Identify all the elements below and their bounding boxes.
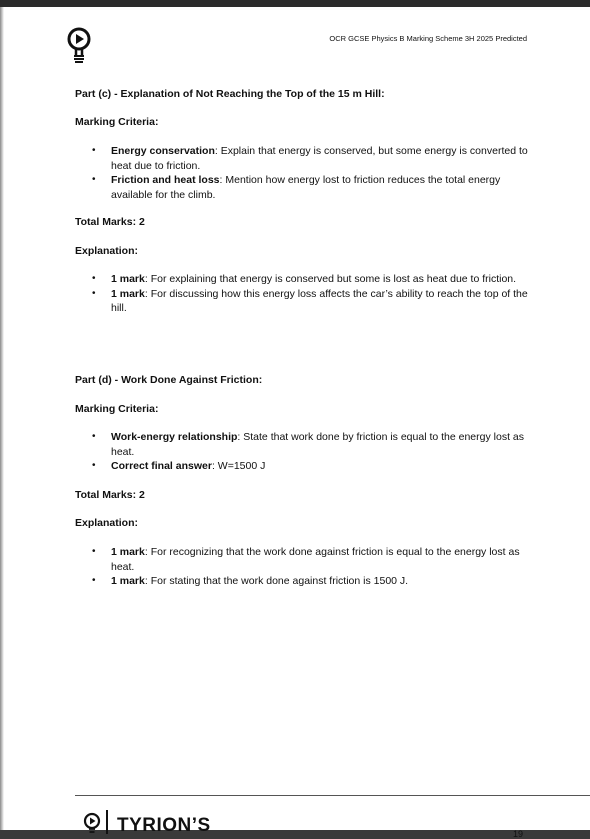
criteria-term: Work-energy relationship	[111, 431, 238, 443]
page-edge-shadow	[0, 7, 4, 830]
criteria-term: Correct final answer	[111, 460, 212, 472]
part-c-explanation-list	[75, 272, 535, 316]
document-page	[0, 7, 590, 839]
criteria-text: : Mention how energy lost to friction reduces the total energy available for the climb.	[111, 174, 501, 201]
criteria-text: : W=1500 J	[211, 460, 266, 472]
mark-text: : For recognizing that the work done against friction is equal to the energy lost as heat.	[111, 546, 520, 573]
criteria-term: Energy conservation	[111, 145, 215, 157]
window-top-bar	[0, 0, 590, 7]
criteria-text: : State that work done by friction is equal to the energy lost as heat.	[111, 431, 524, 458]
mark-label: 1 mark	[111, 273, 145, 285]
footer-brand: TYRION’S	[117, 815, 211, 836]
part-d-explanation-list	[75, 545, 535, 589]
mark-label: 1 mark	[111, 575, 145, 587]
criteria-text: : Explain that energy is conserved, but some energy is converted to heat due to friction.	[111, 145, 528, 172]
part-d-criteria-heading: Marking Criteria:	[75, 403, 159, 415]
part-d-total-marks: Total Marks: 2	[75, 489, 145, 501]
criteria-term: Friction and heat loss	[111, 174, 220, 186]
part-c-criteria-list	[75, 144, 535, 202]
page-number: 19	[513, 829, 524, 839]
bullet-icon: •	[92, 273, 96, 284]
part-d-explanation-heading: Explanation:	[75, 517, 139, 529]
list-item	[75, 574, 535, 589]
header-title: OCR GCSE Physics B Marking Scheme 3H 2025 Predicted	[329, 34, 527, 43]
mark-text: : For explaining that energy is conserved but some is lost as heat due to friction.	[144, 273, 517, 285]
bullet-icon: •	[92, 431, 96, 442]
lightbulb-play-logo-icon	[64, 26, 94, 66]
footer-separator	[106, 810, 108, 834]
bullet-icon: •	[92, 287, 96, 299]
part-c-total-marks: Total Marks: 2	[75, 216, 145, 228]
list-item	[75, 430, 535, 459]
footer-lightbulb-logo-icon	[82, 812, 102, 834]
bullet-icon: •	[92, 460, 96, 471]
mark-text: : For discussing how this energy loss affects the car’s ability to reach the top of the hill.	[111, 287, 528, 314]
part-d-criteria-list	[75, 430, 535, 474]
list-item	[75, 173, 535, 202]
part-d-title: Part (d) - Work Done Against Friction:	[75, 374, 263, 386]
part-c-explanation-heading: Explanation:	[75, 245, 139, 257]
part-c-title: Part (c) - Explanation of Not Reaching the Top of the 15 m Hill:	[75, 88, 385, 100]
mark-text: : For stating that the work done against friction is 1500 J.	[144, 575, 409, 587]
list-item	[75, 272, 535, 287]
list-item	[75, 459, 535, 474]
footer-divider	[75, 795, 590, 796]
bullet-icon: •	[92, 575, 96, 586]
list-item	[75, 287, 535, 316]
list-item	[75, 144, 535, 173]
mark-label: 1 mark	[111, 287, 145, 300]
list-item	[75, 545, 535, 574]
bullet-icon: •	[92, 546, 96, 557]
bullet-icon: •	[92, 145, 96, 156]
mark-label: 1 mark	[111, 546, 145, 558]
part-c-criteria-heading: Marking Criteria:	[75, 116, 159, 128]
bullet-icon: •	[92, 174, 96, 185]
